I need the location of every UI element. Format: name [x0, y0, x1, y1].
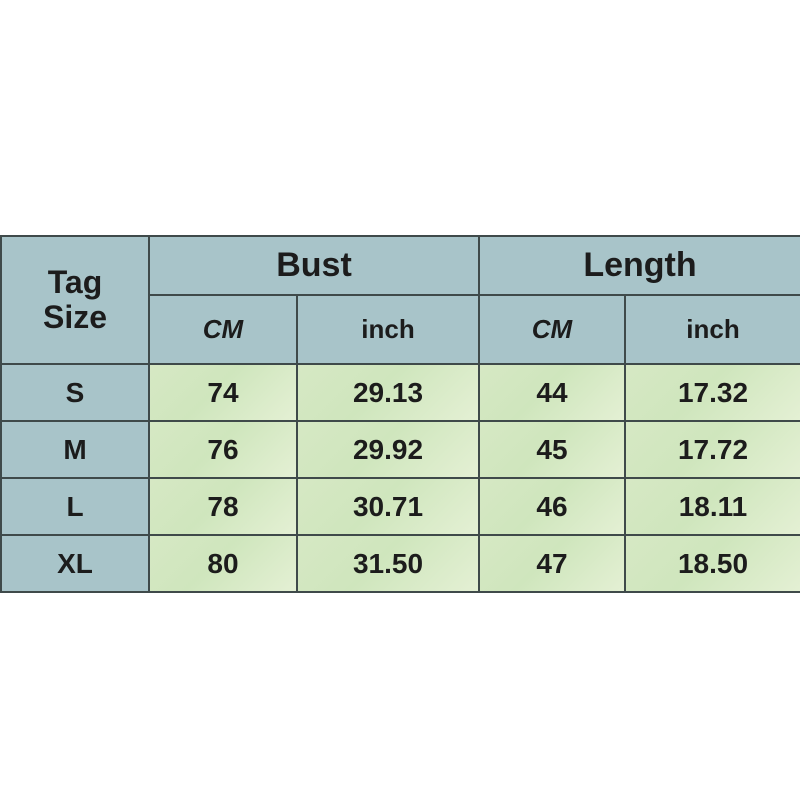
row-length-inch: 18.50	[625, 535, 800, 592]
row-length-inch: 17.72	[625, 421, 800, 478]
row-bust-cm: 74	[149, 364, 297, 421]
row-bust-inch: 30.71	[297, 478, 479, 535]
header-tag-size-line2: Size	[42, 299, 108, 335]
row-bust-cm: 78	[149, 478, 297, 535]
table-row	[1, 478, 800, 535]
row-length-inch: 17.32	[625, 364, 800, 421]
row-bust-inch: 29.13	[297, 364, 479, 421]
header-tag-size	[1, 236, 149, 364]
table-row	[1, 535, 800, 592]
row-size-label: S	[1, 364, 149, 421]
row-bust-cm: 80	[149, 535, 297, 592]
header-bust-cm: CM	[149, 295, 297, 364]
row-length-inch: 18.11	[625, 478, 800, 535]
header-length-cm: CM	[479, 295, 625, 364]
header-bust-inch: inch	[297, 295, 479, 364]
row-length-cm: 44	[479, 364, 625, 421]
row-size-label: M	[1, 421, 149, 478]
row-length-cm: 46	[479, 478, 625, 535]
row-bust-inch: 29.92	[297, 421, 479, 478]
row-bust-inch: 31.50	[297, 535, 479, 592]
size-chart-table	[0, 235, 800, 593]
header-length: Length	[479, 236, 800, 295]
row-size-label: XL	[1, 535, 149, 592]
header-tag-size-line1: Tag	[47, 264, 103, 301]
header-length-inch: inch	[625, 295, 800, 364]
row-length-cm: 45	[479, 421, 625, 478]
table-row	[1, 421, 800, 478]
row-bust-cm: 76	[149, 421, 297, 478]
size-chart-container	[0, 235, 800, 593]
row-length-cm: 47	[479, 535, 625, 592]
row-size-label: L	[1, 478, 149, 535]
table-row	[1, 364, 800, 421]
table-header-row-groups	[1, 236, 800, 295]
header-bust: Bust	[149, 236, 479, 295]
